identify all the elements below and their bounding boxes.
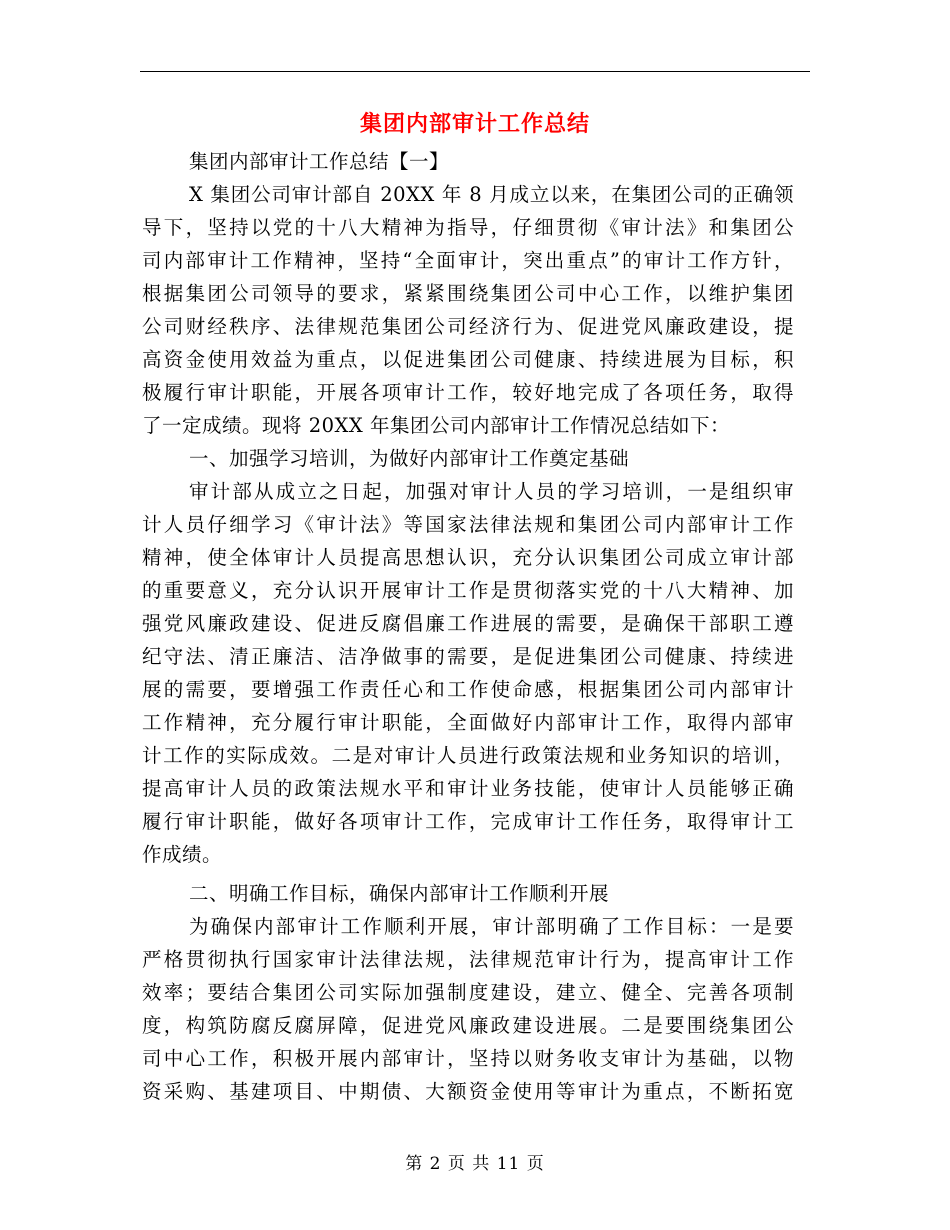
text-line: 高资金使用效益为重点，以促进集团公司健康、持续进展为目标，积 <box>142 348 794 371</box>
text-line: 严格贯彻执行国家审计法律法规，法律规范审计行为，提高审计工作 <box>142 948 794 971</box>
text-line: 审计部从成立之日起，加强对审计人员的学习培训，一是组织审 <box>189 480 794 503</box>
text-line: 集团内部审计工作总结【一】 <box>189 150 450 173</box>
text-line: 计人员仔细学习《审计法》等国家法律法规和集团公司内部审计工作 <box>142 513 794 536</box>
document-title: 集团内部审计工作总结 <box>359 112 590 137</box>
text-line: 根据集团公司领导的要求，紧紧围绕集团公司中心工作，以维护集团 <box>142 282 794 305</box>
text-line: 工作精神，充分履行审计职能，全面做好内部审计工作，取得内部审 <box>142 711 794 734</box>
text-line: 极履行审计职能，开展各项审计工作，较好地完成了各项任务，取得 <box>142 381 794 404</box>
text-line: 导下，坚持以党的十八大精神为指导，仔细贯彻《审计法》和集团公 <box>142 216 794 239</box>
text-line: 作成绩。 <box>142 843 223 866</box>
text-line: 资采购、基建项目、中期债、大额资金使用等审计为重点，不断拓宽 <box>142 1080 794 1103</box>
text-line: 提高审计人员的政策法规水平和审计业务技能，使审计人员能够正确 <box>142 777 794 800</box>
text-line: 强党风廉政建设、促进反腐倡廉工作进展的需要，是确保干部职工遵 <box>142 612 794 635</box>
text-line: 效率；要结合集团公司实际加强制度建设，建立、健全、完善各项制 <box>142 981 794 1004</box>
header-rule <box>140 71 810 72</box>
document-body <box>142 145 794 1108</box>
text-line: 司内部审计工作精神，坚持“全面审计，突出重点”的审计工作方针， <box>142 249 794 272</box>
text-line: 二、明确工作目标，确保内部审计工作顺利开展 <box>189 882 610 905</box>
text-line: 计工作的实际成效。二是对审计人员进行政策法规和业务知识的培训， <box>142 744 794 767</box>
text-line: 一、加强学习培训，为做好内部审计工作奠定基础 <box>189 447 630 470</box>
text-line: 展的需要，要增强工作责任心和工作使命感，根据集团公司内部审计 <box>142 678 794 701</box>
text-line: 为确保内部审计工作顺利开展，审计部明确了工作目标：一是要 <box>189 915 794 938</box>
text-line: X 集团公司审计部自 20XX 年 8 月成立以来，在集团公司的正确领 <box>189 183 794 206</box>
text-line: 司中心工作，积极开展内部审计，坚持以财务收支审计为基础，以物 <box>142 1047 794 1070</box>
text-line: 了一定成绩。现将 20XX 年集团公司内部审计工作情况总结如下： <box>142 414 730 437</box>
text-line: 公司财经秩序、法律规范集团公司经济行为、促进党风廉政建设，提 <box>142 315 794 338</box>
text-line: 履行审计职能，做好各项审计工作，完成审计工作任务，取得审计工 <box>142 810 794 833</box>
text-line: 精神，使全体审计人员提高思想认识，充分认识集团公司成立审计部 <box>142 546 794 569</box>
text-line: 度，构筑防腐反腐屏障，促进党风廉政建设进展。二是要围绕集团公 <box>142 1014 794 1037</box>
text-line: 的重要意义，充分认识开展审计工作是贯彻落实党的十八大精神、加 <box>142 579 794 602</box>
page-footer: 第 2 页 共 11 页 <box>405 1154 545 1174</box>
text-line: 纪守法、清正廉洁、洁净做事的需要，是促进集团公司健康、持续进 <box>142 645 794 668</box>
